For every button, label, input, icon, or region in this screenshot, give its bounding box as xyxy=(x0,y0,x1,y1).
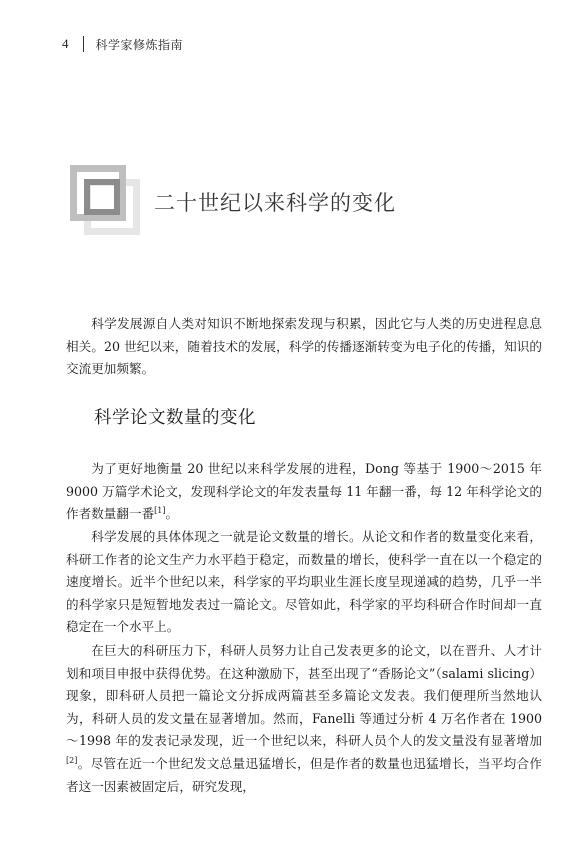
subsection-heading: 科学论文数量的变化 xyxy=(94,408,256,428)
citation-ref-2: [2] xyxy=(66,755,78,765)
section-square-icon xyxy=(70,165,138,233)
book-title: 科学家修炼指南 xyxy=(95,37,184,52)
section-title: 二十世纪以来科学的变化 xyxy=(154,191,396,215)
body-paragraph-2: 科学发展的具体体现之一就是论文数量的增长。从论文和作者的数量变化来看，科研工作者的论文生产力水平趋于稳定，而数量的增长，使科学一直在以一个稳定的速度增长。近半个世纪以来，科学家的平均职业生涯长度呈现递减的趋势，几乎一半的科学家只是短暂地发表过一篇论文。尽管如此，科学家的平均科研合作时间却一直稳定在一个水平上。 xyxy=(66,529,542,635)
citation-ref-1: [1] xyxy=(154,506,166,515)
body-paragraph-1 xyxy=(66,458,542,526)
body-paragraph-3-end: 。尽管在近一个世纪发文总量迅猛增长，但是作者的数量也迅猛增长，当平均合作者这一因素被固定后，研究发现， xyxy=(66,755,542,794)
intro-paragraph: 科学发展源自人类对知识不断地探索发现与积累，因此它与人类的历史进程息息相关。20 世纪以来，随着技术的发展，科学的传播逐渐转变为电子化的传播，知识的交流更加频繁。 xyxy=(66,316,542,377)
body-paragraph-1-text: 为了更好地衡量 20 世纪以来科学发展的进程，Dong 等基于 1900～2015 年 9000 万篇学术论文，发现科学论文的年发表量每 11 年翻一番，每 12 年科学论文的作者数量翻一番 xyxy=(66,461,542,522)
body-paragraph-3 xyxy=(66,640,542,798)
body-paragraph-1-end: 。 xyxy=(165,506,179,522)
page-number: 4 xyxy=(62,36,69,51)
running-header xyxy=(62,34,183,54)
body-paragraph-3-text: 在巨大的科研压力下，科研人员努力让自己发表更多的论文，以在晋升、人才计划和项目申报中获得优势。在这种激励下，甚至出现了“香肠论文”（salami slicing）现象，即科研人员把一篇论文分拆成两篇甚至多篇论文发表。我们便理所当然地认为，科研人员的发文量在显著增加。然而，Fanelli 等通过分析 4 万名作者在 1900～1998 年的发表记录发现，近一个世纪以来，科研人员个人的发文量没有显著增加 xyxy=(66,643,542,749)
header-divider xyxy=(83,36,84,52)
section-square-middle xyxy=(84,179,120,215)
